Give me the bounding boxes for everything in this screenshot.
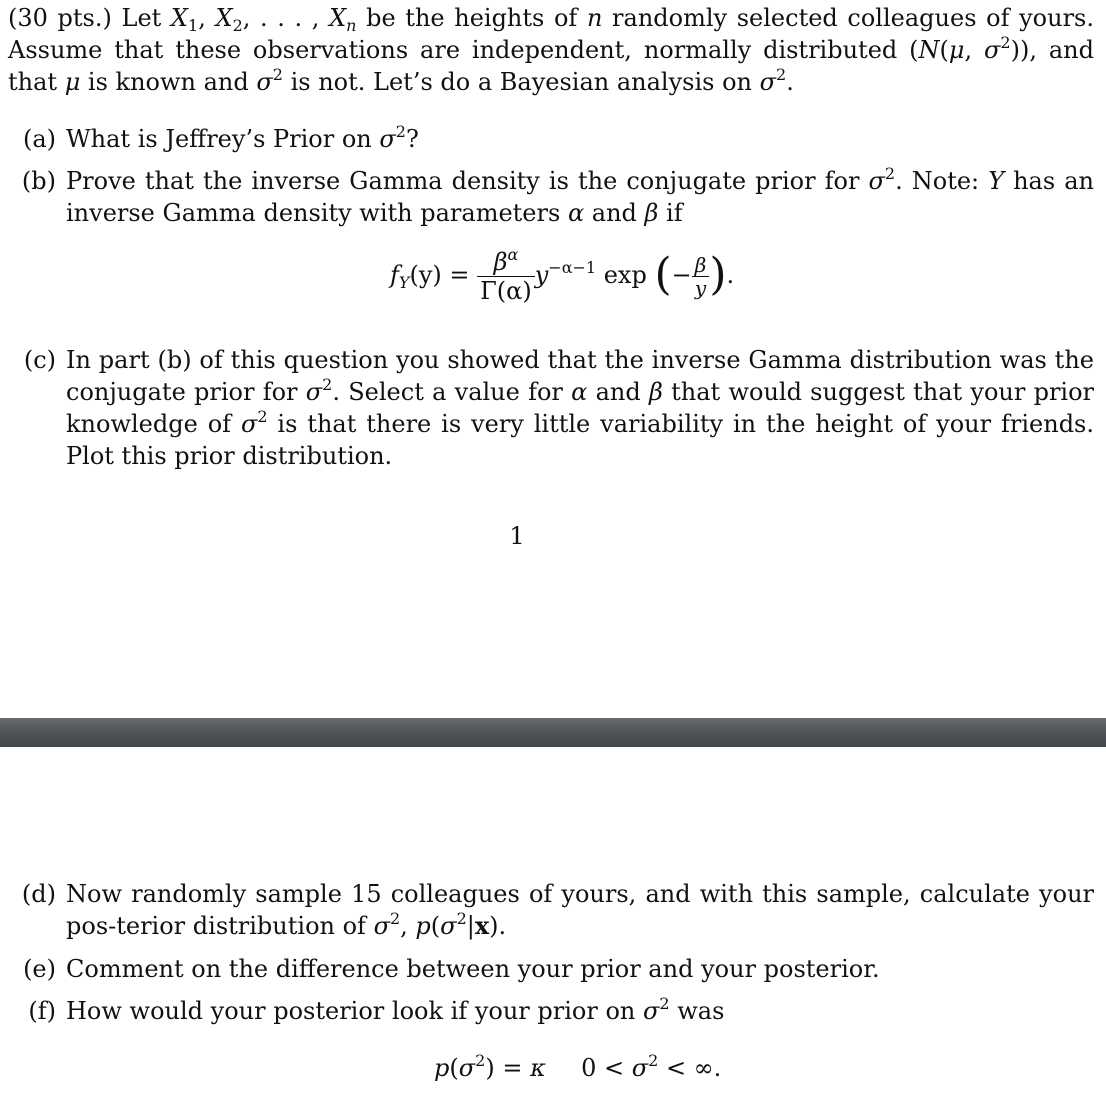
part-d-label: (d) — [21, 880, 56, 908]
part-f-text: How would your posterior look if your prior on $\sigma^2$ was — [66, 994, 725, 1025]
part-e-text: Comment on the difference between your prior and your posterior. — [66, 955, 880, 983]
part-e-label: (e) — [23, 955, 56, 983]
part-d — [0, 878, 1094, 942]
part-f-label: (f) — [28, 997, 56, 1025]
problem-intro: (30 pts.) Let $X_1$, $X_2$, . . . , $X_n$ be the heights of n randomly selected colleagues of yours. Assume that these observations are independent, normally distributed (N(μ, $\sigma^2$)), and that μ is known and $\sigma^2$ is not. Let’s do a Bayesian analysis on $\sigma^2$. — [8, 4, 1094, 96]
part-b — [0, 165, 1094, 229]
points-label: (30 pts.) — [8, 4, 112, 32]
part-c — [0, 344, 1094, 472]
part-b-text: Prove that the inverse Gamma density is the conjugate prior for $\sigma^2$. Note: Y has an inverse Gamma density with parameters α and β if — [66, 164, 1094, 227]
formula-inner-fraction: $\frac{\beta}{y}$ — [692, 254, 710, 299]
page-divider — [0, 718, 1106, 747]
part-a-label: (a) — [22, 125, 56, 153]
part-a — [0, 123, 1094, 155]
part-e — [0, 953, 1094, 985]
flat-prior-formula: $p(\sigma^2) = \kappa$ $0 < \sigma^2$ < ∞. — [434, 1051, 722, 1082]
part-f — [0, 995, 1094, 1027]
part-d-text: Now randomly sample 15 colleagues of yours, and with this sample, calculate your pos-terior distribution of $\sigma^2$, $p(\sigma^2|x)$. — [66, 880, 1094, 940]
part-b-label: (b) — [21, 167, 56, 195]
part-c-text: In part (b) of this question you showed that the inverse Gamma distribution was the conjugate prior for $\sigma^2$. Select a value for α and β that would suggest that your prior knowledge of $\sigma^2$ is that there is very little variability in the height of your friends. Plot this prior distribution. — [66, 346, 1095, 470]
part-a-text: What is Jeffrey’s Prior on $\sigma^2$? — [66, 122, 419, 153]
part-c-label: (c) — [23, 346, 56, 374]
formula-main-fraction: $\frac{\beta^\alpha}{\Gamma(\alpha)}$ — [477, 248, 535, 305]
page-number: 1 — [509, 522, 525, 550]
inverse-gamma-formula: $f_Y(y)$ = $\frac{\beta^\alpha}{\Gamma(\alpha)}$ $y^{-\alpha-1}$ exp (− $\frac{\beta}{y}$ ). — [390, 245, 735, 305]
